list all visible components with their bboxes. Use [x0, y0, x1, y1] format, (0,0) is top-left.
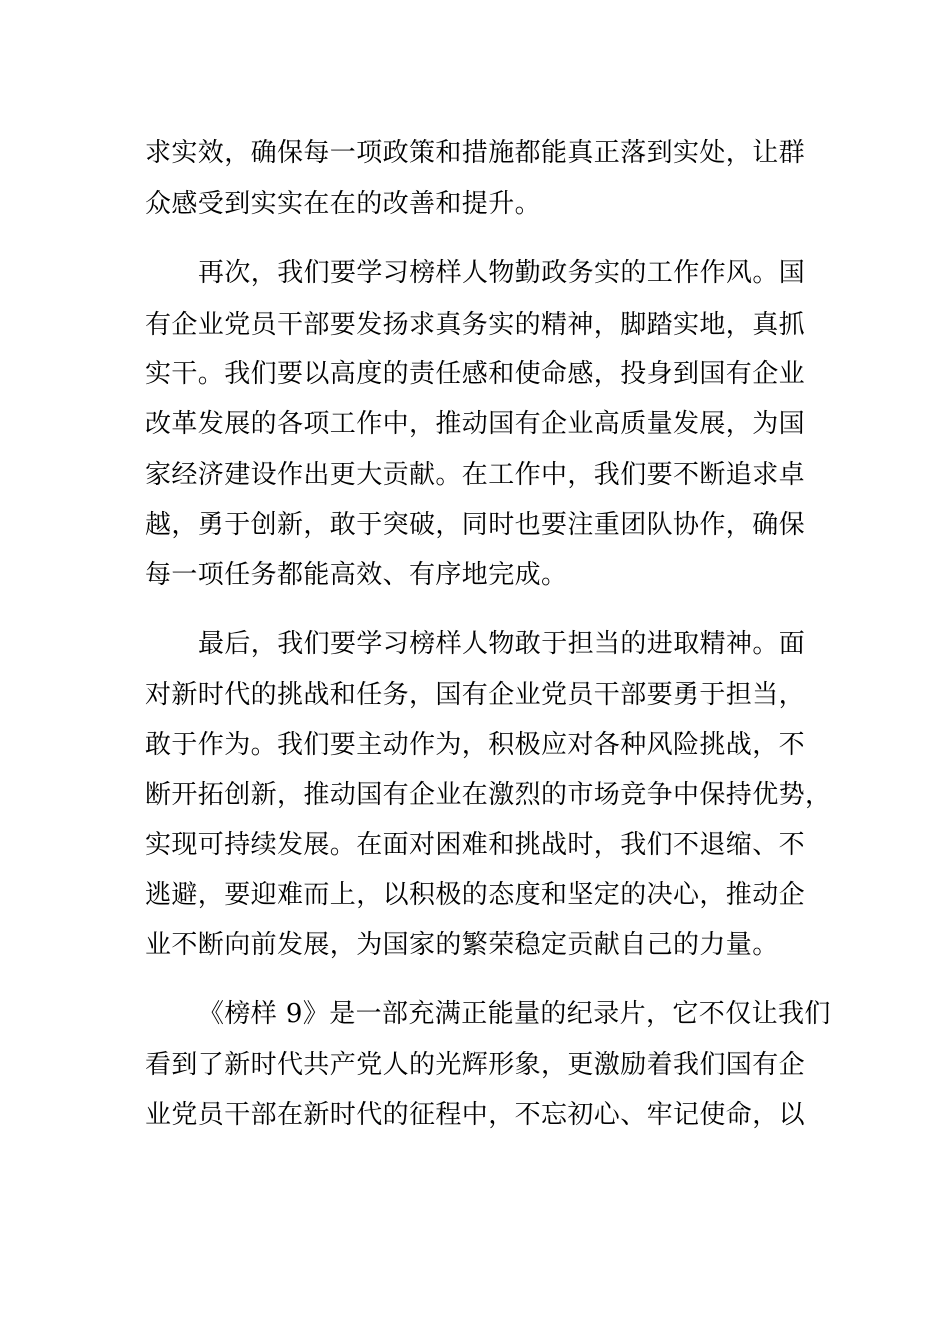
text-line: 家经济建设作出更大贡献。在工作中，我们要不断追求卓 — [145, 460, 806, 490]
text-line: 看到了新时代共产党人的光辉形象，更激励着我们国有企 — [145, 1050, 806, 1080]
text-line: 业不断向前发展，为国家的繁荣稳定贡献自己的力量。 — [145, 930, 779, 960]
text-line: 实干。我们要以高度的责任感和使命感，投身到国有企业 — [145, 359, 806, 389]
text-line: 业党员干部在新时代的征程中，不忘初心、牢记使命，以 — [145, 1100, 806, 1130]
text-line: 改革发展的各项工作中，推动国有企业高质量发展，为国 — [145, 409, 806, 439]
text-line: 断开拓创新，推动国有企业在激烈的市场竞争中保持优势， — [145, 780, 832, 810]
text-line: 再次，我们要学习榜样人物勤政务实的工作作风。国 — [198, 258, 806, 288]
text-line: 越，勇于创新，敢于突破，同时也要注重团队协作，确保 — [145, 510, 806, 540]
text-line: 众感受到实实在在的改善和提升。 — [145, 189, 542, 219]
text-line: 对新时代的挑战和任务，国有企业党员干部要勇于担当， — [145, 680, 806, 710]
text-line: 每一项任务都能高效、有序地完成。 — [145, 560, 568, 590]
text-line: 求实效，确保每一项政策和措施都能真正落到实处，让群 — [145, 138, 806, 168]
text-line: 有企业党员干部要发扬求真务实的精神，脚踏实地，真抓 — [145, 310, 806, 340]
text-line: 最后，我们要学习榜样人物敢于担当的进取精神。面 — [198, 629, 806, 659]
text-line: 敢于作为。我们要主动作为，积极应对各种风险挑战，不 — [145, 730, 806, 760]
text-line: 逃避，要迎难而上，以积极的态度和坚定的决心，推动企 — [145, 880, 806, 910]
text-line: 《榜样 9》是一部充满正能量的纪录片，它不仅让我们 — [198, 999, 831, 1029]
text-line: 实现可持续发展。在面对困难和挑战时，我们不退缩、不 — [145, 830, 806, 860]
